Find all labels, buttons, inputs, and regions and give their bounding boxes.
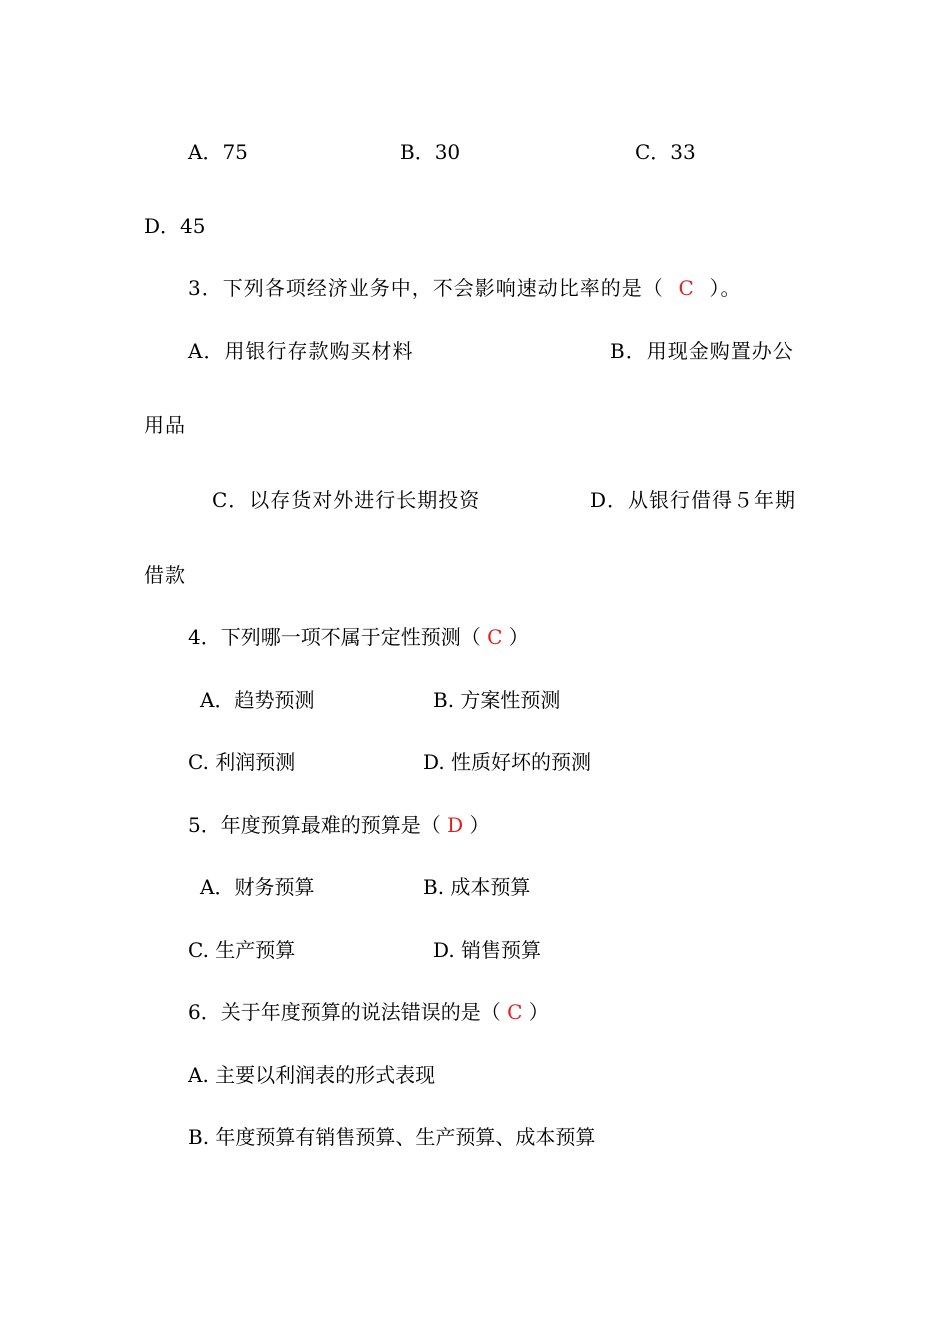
q4-option-b: B. 方案性预测: [433, 688, 561, 712]
q2-option-a: A．75: [188, 140, 248, 164]
q6-option-b: B. 年度预算有销售预算、生产预算、成本预算: [188, 1125, 596, 1149]
q5-option-a: A．财务预算: [200, 875, 315, 899]
q5-stem-prefix: 5．年度预算最难的预算是（: [188, 813, 441, 837]
q6-stem: [188, 999, 549, 1025]
q4-answer: C: [487, 625, 503, 649]
q2-option-c: C．33: [635, 140, 696, 164]
q5-option-d: D. 销售预算: [433, 938, 542, 962]
q3-stem: [188, 275, 741, 301]
q4-option-a: A．趋势预测: [200, 688, 315, 712]
q3-option-a: A．用银行存款购买材料: [188, 339, 414, 363]
q4-option-d: D. 性质好坏的预测: [423, 750, 592, 774]
q5-option-b: B. 成本预算: [423, 875, 531, 899]
q6-stem-suffix: ）: [528, 1000, 549, 1024]
q5-stem-suffix: ）: [469, 813, 490, 837]
q5-option-c: C. 生产预算: [188, 938, 296, 962]
q6-stem-prefix: 6．关于年度预算的说法错误的是（: [188, 1000, 501, 1024]
q2-option-b: B．30: [400, 140, 461, 164]
q3-option-d-continued: 借款: [144, 563, 186, 587]
q4-option-c: C. 利润预测: [188, 750, 296, 774]
q6-option-a: A. 主要以利润表的形式表现: [188, 1063, 436, 1087]
q5-answer: D: [447, 813, 464, 837]
q4-stem-suffix: ）: [508, 625, 529, 649]
q3-option-c: C．以存货对外进行长期投资: [212, 488, 481, 512]
q3-answer: C: [678, 276, 695, 300]
q3-stem-suffix: ）。: [709, 276, 742, 300]
q3-option-b: B．用现金购置办公: [610, 339, 794, 363]
q3-stem-prefix: 3．下列各项经济业务中，不会影响速动比率的是（: [188, 276, 664, 300]
q3-option-b-continued: 用品: [144, 413, 186, 437]
q2-option-d: D．45: [144, 214, 206, 238]
q4-stem-prefix: 4．下列哪一项不属于定性预测（: [188, 625, 481, 649]
q6-answer: C: [507, 1000, 523, 1024]
q5-stem: [188, 812, 490, 838]
q4-stem: [188, 624, 529, 650]
q3-option-d: D．从银行借得５年期: [590, 488, 797, 512]
